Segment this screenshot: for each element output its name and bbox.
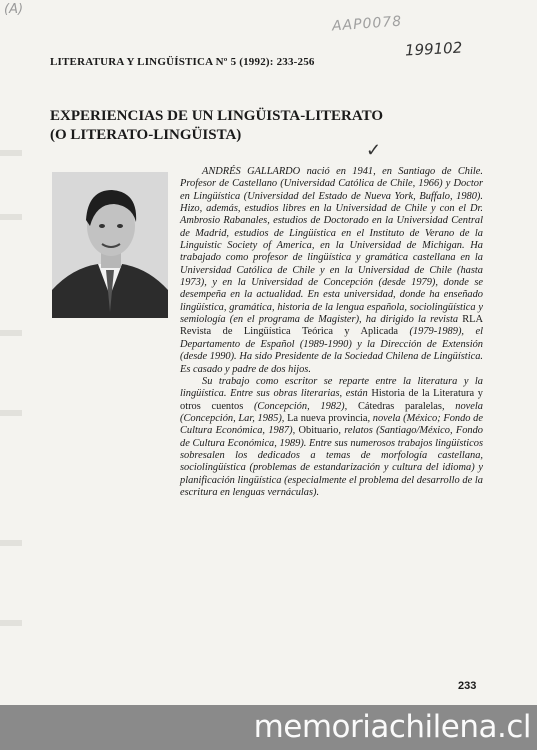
handwritten-catalog-code: AAP0078 — [331, 13, 403, 35]
biography-text-segment: Cátedras paralelas — [357, 400, 442, 412]
biography-paragraph-2 — [180, 376, 483, 499]
site-brand: memoriachilena.cl — [253, 709, 531, 745]
biography-paragraph-1 — [180, 166, 483, 376]
author-portrait-icon — [52, 172, 168, 318]
article-title-line-1: EXPERIENCIAS DE UN LINGÜISTA-LITERATO — [50, 108, 383, 124]
bleed-through-mark — [0, 214, 22, 220]
biography-text-segment: Obituario — [298, 425, 339, 437]
page-number: 233 — [458, 680, 477, 692]
biography-text-segment: La nueva provincia — [287, 412, 368, 424]
article-title-line-2: (O LITERATO-LINGÜISTA) — [50, 127, 242, 143]
biography-text-segment: (Concepción, 1982), — [243, 400, 358, 412]
biography-text-segment: Historia de la Literatura y otros cuentos — [180, 388, 484, 412]
bleed-through-mark — [0, 540, 22, 546]
bleed-through-mark — [0, 620, 22, 626]
handwritten-check-mark: ✓ — [366, 140, 382, 160]
article-title — [50, 107, 383, 145]
footer-bar — [0, 705, 537, 750]
author-biography — [180, 166, 483, 499]
bleed-through-mark — [0, 150, 22, 156]
biography-text-segment: , relatos (Santiago/México, Fondo de Cultura Económica, 1989). Entre sus numerosos trabajos lingüísticos sobresalen los dedicados a temas de morfología castellana, sociolingüística (problemas de estandarización y cultura del idioma) y planificación lingüística (especialmente el problema del desarrollo de la escritura en lenguas vernáculas). — [180, 425, 483, 498]
biography-text-segment: ANDRÉS GALLARDO nació en 1941, en Santiago de Chile. Profesor de Castellano (Universidad Católica de Chile, 1966) y Doctor en Lingüística (Universidad del Estado de Nueva York, Buffalo, 1980). Hizo, además, estudios libres en la Universidad de Chile y con el Dr. Ambrosio Rabanales, estudios de Doctorado en la Universidad Central de Madrid, estudios de Lingüística en el Instituto de Verano de la Linguistic Society of America, en la Universidad de Michigan. Ha trabajado como profesor de lingüística y gramática castellana en la Universidad Católica de Chile y en la Universidad de Chile (hasta 1973), y en la Universidad de Concepción (desde 1979), donde se desempeña en la actualidad. En esta universidad, donde ha enseñado lingüística, gramática, historia de la lengua española, sociolingüística y semiología (en el programa de Magister), ha dirigido la revista — [180, 166, 483, 326]
handwritten-number: 199102 — [404, 38, 463, 60]
biography-text-segment: Su trabajo como escritor se reparte entre la literatura y la lingüística. Entre sus obras literarias, están — [180, 375, 483, 400]
bleed-through-mark — [0, 330, 22, 336]
biography-text-segment: (1979-1989), el Departamento de Español (1989-1990) y la Dirección de Extensión (desde 1990). Ha sido Presidente de la Sociedad Chilena de Lingüística. Es casado y padre de dos hijos. — [180, 326, 483, 375]
handwritten-corner-mark: (A) — [4, 2, 24, 17]
biography-text-segment: , novela (México; Fondo de Cultura Económica, 1987), — [180, 412, 483, 437]
journal-header: LITERATURA Y LINGÜÍSTICA Nº 5 (1992): 233-256 — [50, 56, 315, 68]
bleed-through-mark — [0, 410, 22, 416]
biography-text-segment: , novela (Concepción, Lar, 1985), — [180, 400, 483, 424]
biography-text-segment: RLA Revista de Lingüística Teórica y Aplicada — [180, 314, 483, 338]
